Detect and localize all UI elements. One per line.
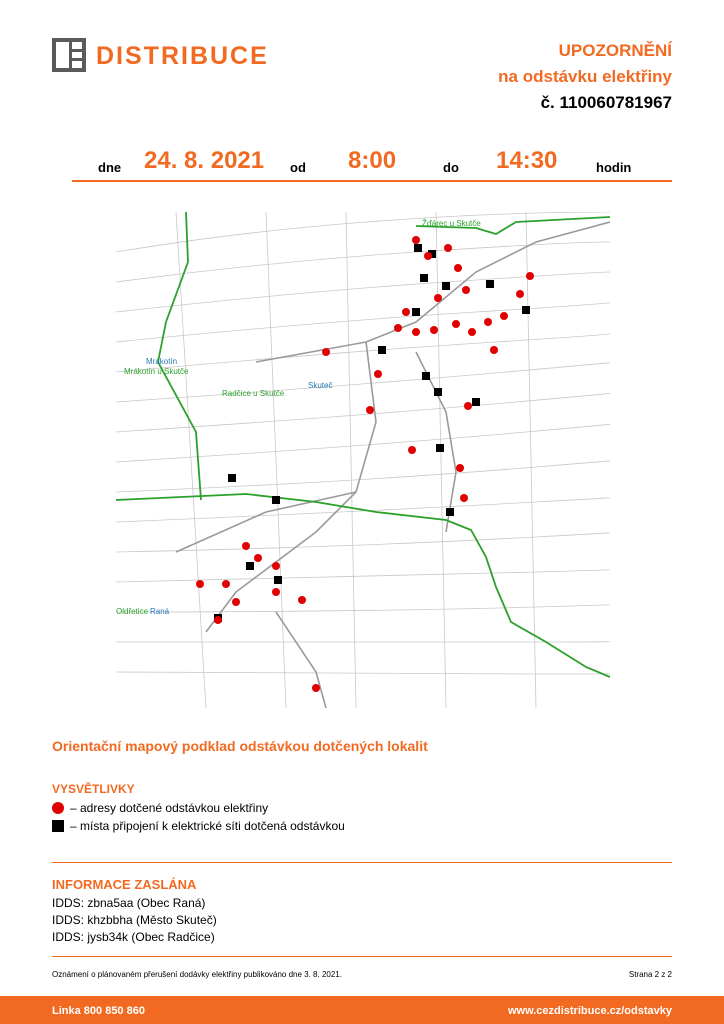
map-place-label: Raná — [150, 607, 170, 616]
brand-name: DISTRIBUCE — [96, 42, 269, 70]
map-place-label: Mrákotín — [146, 357, 178, 366]
cez-logo-icon — [52, 38, 86, 72]
divider — [52, 862, 672, 863]
black-square-icon — [52, 820, 64, 832]
divider — [52, 956, 672, 957]
date-label: dne — [98, 160, 122, 175]
page-number: Strana 2 z 2 — [628, 970, 672, 979]
info-title: INFORMACE ZASLÁNA — [52, 877, 197, 892]
outage-from: 8:00 — [348, 147, 397, 174]
outage-date: 24. 8. 2021 — [144, 147, 265, 174]
legend-dot-text: – adresy dotčené odstávkou elektřiny — [70, 801, 269, 815]
info-line: IDDS: khzbbha (Město Skuteč) — [52, 913, 217, 927]
map-place-label: Oldřetice — [116, 607, 149, 616]
info-line: IDDS: zbna5aa (Obec Raná) — [52, 896, 206, 910]
red-dot-icon — [52, 802, 64, 814]
outage-dateline — [72, 148, 672, 182]
notice-title: UPOZORNĚNÍ — [558, 41, 672, 60]
publication-note: Oznámení o plánovaném přerušení dodávky elektřiny publikováno dne 3. 8. 2021. — [52, 970, 342, 979]
legend-square-text: – místa připojení k elektrické síti dotčená odstávkou — [70, 819, 345, 833]
legend-square-row — [52, 819, 345, 833]
map-caption: Orientační mapový podklad odstávkou dotčených lokalit — [52, 738, 428, 754]
map-place-label: Radčice u Skutče — [222, 389, 285, 398]
legend-dot-row — [52, 801, 268, 815]
from-label: od — [290, 160, 306, 175]
legend-title: VYSVĚTLIVKY — [52, 782, 135, 796]
website-link[interactable]: www.cezdistribuce.cz/odstavky — [507, 1005, 672, 1017]
unit-label: hodin — [596, 160, 632, 175]
map-place-label: Mrákotín u Skutče — [124, 367, 189, 376]
outage-map — [116, 212, 610, 708]
hotline: Linka 800 850 860 — [52, 1005, 145, 1017]
notice-heading — [498, 38, 672, 116]
map-place-label: Žďárec u Skutče — [422, 219, 481, 228]
notice-number: č. 110060781967 — [540, 93, 672, 112]
info-line: IDDS: jysb34k (Obec Radčice) — [52, 930, 215, 944]
to-label: do — [443, 160, 459, 175]
notice-subtitle: na odstávku elektřiny — [498, 67, 672, 86]
outage-to: 14:30 — [496, 147, 558, 174]
footer-bar — [0, 996, 724, 1024]
map-place-label: Skuteč — [308, 381, 333, 390]
